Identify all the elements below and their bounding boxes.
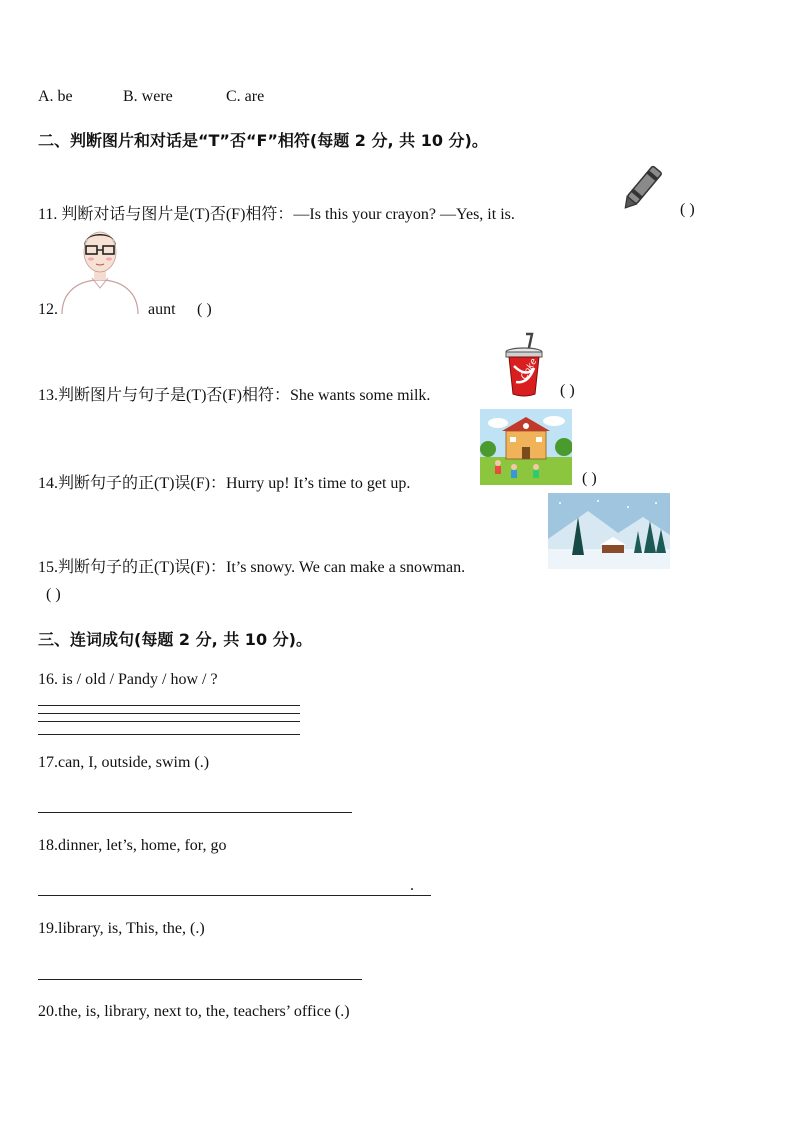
- man-with-glasses-icon: [58, 222, 142, 316]
- reorder-question-18: 18.dinner, let’s, home, for, go: [38, 837, 227, 854]
- answer-line-17[interactable]: [38, 812, 352, 813]
- answer-blank-11[interactable]: ( ): [680, 201, 695, 218]
- answer-line-16c[interactable]: [38, 721, 300, 722]
- answer-blank-14[interactable]: ( ): [582, 470, 597, 487]
- answer-blank-12[interactable]: ( ): [197, 301, 212, 318]
- crayon-icon: [614, 160, 670, 216]
- option-b: B. were: [123, 88, 173, 105]
- answer-line-19[interactable]: [38, 979, 362, 980]
- reorder-question-17: 17.can, I, outside, swim (.): [38, 754, 210, 771]
- reorder-question-20: 20.the, is, library, next to, the, teachers’ office (.): [38, 1003, 350, 1020]
- question-14-text: 14.判断句子的正(T)误(F)：Hurry up! It’s time to get up.: [38, 475, 411, 492]
- answer-line-16d[interactable]: [38, 734, 300, 735]
- section3-heading: 三、连词成句(每题 2 分, 共 10 分)。: [38, 630, 312, 649]
- answer-blank-13[interactable]: ( ): [560, 382, 575, 399]
- reorder-question-16: 16. is / old / Pandy / how / ?: [38, 671, 218, 688]
- snowy-landscape-icon: [548, 493, 670, 569]
- option-c: C. are: [226, 88, 265, 105]
- svg-text:Coke: Coke: [519, 356, 540, 382]
- question-12-word: aunt: [148, 301, 176, 318]
- option-a: A. be: [38, 88, 73, 105]
- question-11-text: 11. 判断对话与图片是(T)否(F)相符：—Is this your crayon? —Yes, it is.: [38, 206, 515, 223]
- answer-line-16a[interactable]: [38, 705, 300, 706]
- reorder-question-19: 19.library, is, This, the, (.): [38, 920, 205, 937]
- answer-blank-15[interactable]: ( ): [46, 586, 61, 603]
- answer-line-18-period: .: [410, 877, 414, 894]
- cola-cup-icon: [502, 332, 546, 398]
- question-15-text: 15.判断句子的正(T)误(F)：It’s snowy. We can make a snowman.: [38, 559, 466, 576]
- school-children-icon: [480, 409, 572, 485]
- question-12-number: 12.: [38, 301, 58, 318]
- question-13-text: 13.判断图片与句子是(T)否(F)相符：She wants some milk.: [38, 387, 431, 404]
- answer-line-16b[interactable]: [38, 713, 300, 714]
- section2-heading: 二、判断图片和对话是“T”否“F”相符(每题 2 分, 共 10 分)。: [38, 131, 488, 150]
- answer-line-18[interactable]: [38, 895, 431, 896]
